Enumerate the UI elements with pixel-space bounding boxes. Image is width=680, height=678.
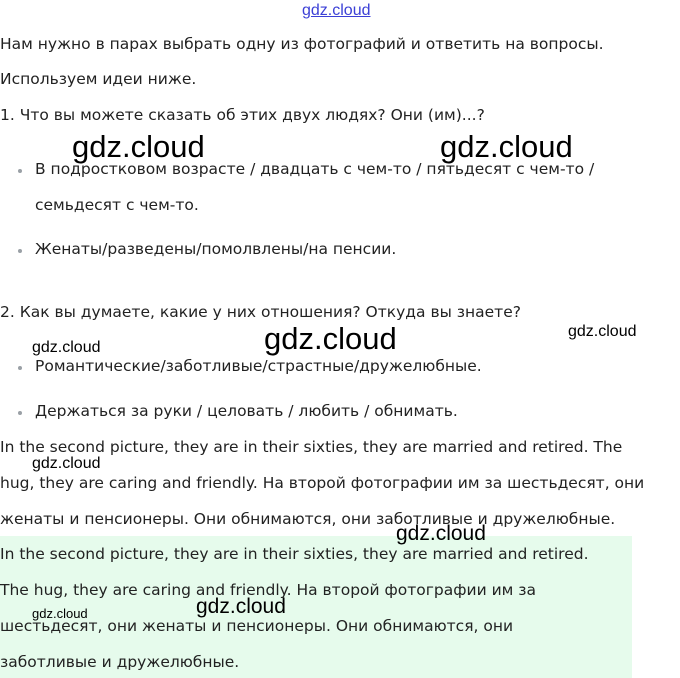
watermark: gdz.cloud (72, 129, 205, 164)
highlighted-line-1: In the second picture, they are in their sixties, they are married and retired. (0, 545, 589, 563)
bullet-dot (18, 169, 22, 173)
watermark: gdz.cloud (196, 595, 286, 618)
bullet-dot (18, 411, 22, 415)
watermark: gdz.cloud (440, 129, 573, 164)
q1-bullet-1-line-2: семьдесят с чем-то. (35, 196, 199, 214)
bullet-dot (18, 366, 22, 370)
watermark: gdz.cloud (264, 321, 397, 356)
question-1: 1. Что вы можете сказать об этих двух людях? Они (им)...? (0, 106, 485, 124)
question-2: 2. Как вы думаете, какие у них отношения? Откуда вы знаете? (0, 303, 521, 321)
intro-line-1: Нам нужно в парах выбрать одну из фотографий и ответить на вопросы. (0, 35, 604, 53)
header-link[interactable]: gdz.cloud (302, 2, 371, 19)
q1-bullet-1-line-1: В подростковом возрасте / двадцать с чем-то / пятьдесят с чем-то / (35, 160, 595, 178)
answer-line-1: In the second picture, they are in their sixties, they are married and retired. The (0, 438, 623, 456)
highlighted-line-4: заботливые и дружелюбные. (0, 653, 240, 671)
answer-line-2: hug, they are caring and friendly. На второй фотографии им за шестьдесят, они (0, 474, 645, 492)
intro-line-2: Используем идеи ниже. (0, 70, 197, 88)
q2-bullet-2: Держаться за руки / целовать / любить / обнимать. (35, 402, 458, 420)
watermark: gdz.cloud (32, 606, 88, 621)
watermark: gdz.cloud (568, 323, 637, 340)
watermark: gdz.cloud (396, 522, 486, 545)
watermark: gdz.cloud (32, 339, 101, 356)
highlighted-line-3: шестьдесят, они женаты и пенсионеры. Они обнимаются, они (0, 617, 514, 635)
q1-bullet-2: Женаты/разведены/помолвлены/на пенсии. (35, 240, 397, 258)
watermark: gdz.cloud (32, 455, 101, 472)
highlighted-line-2: The hug, they are caring and friendly. На второй фотографии им за (0, 581, 536, 599)
bullet-dot (18, 249, 22, 253)
answer-line-3: женаты и пенсионеры. Они обнимаются, они заботливые и дружелюбные. (0, 510, 616, 528)
q2-bullet-1: Романтические/заботливые/страстные/дружелюбные. (35, 357, 482, 375)
